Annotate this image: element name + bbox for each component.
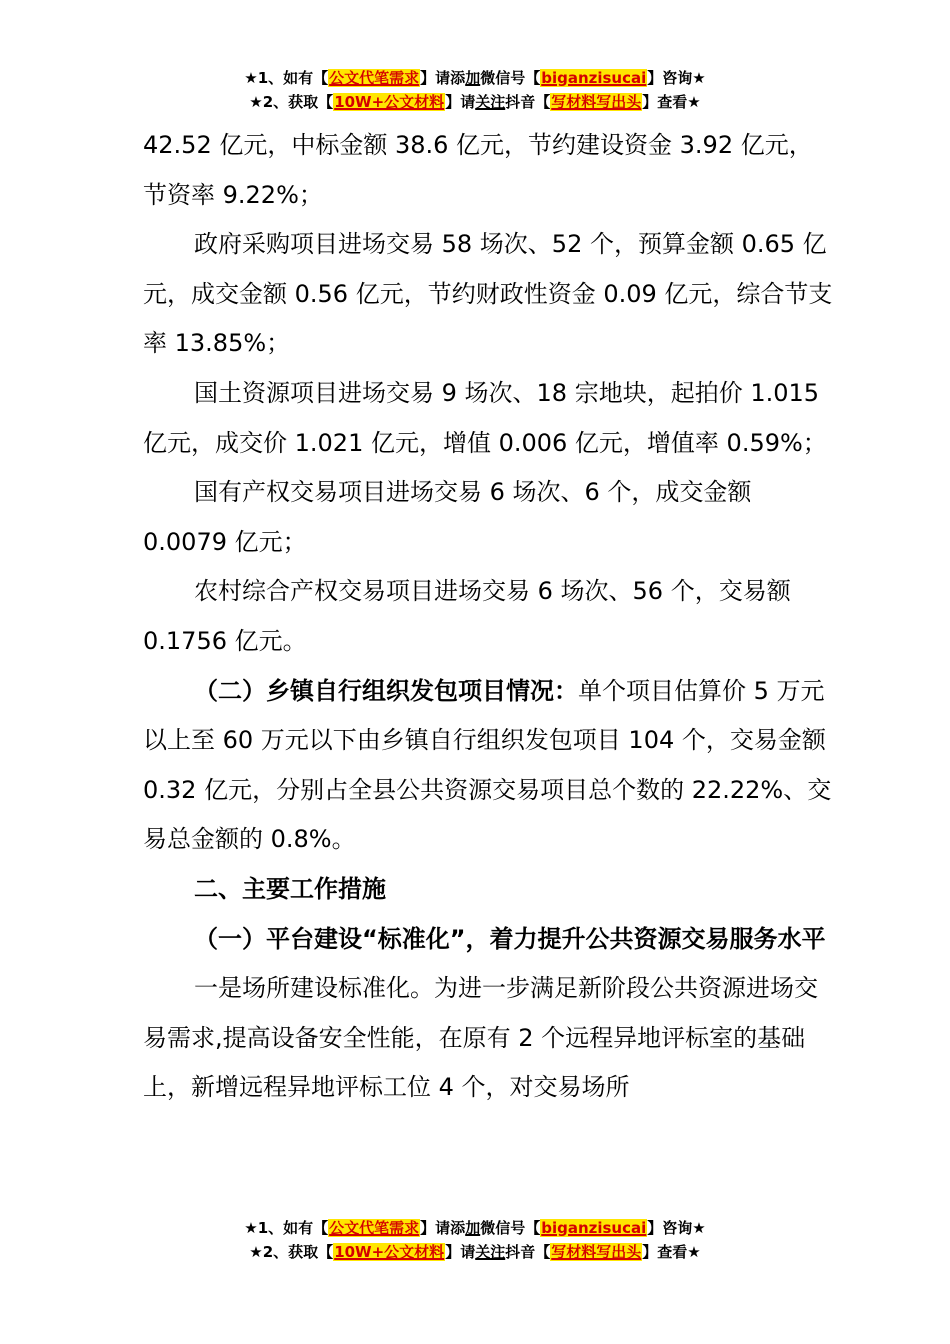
document-body [143, 121, 833, 1113]
highlight-materials: 10W+公文材料 [334, 1243, 445, 1261]
footer-banner [0, 1216, 950, 1264]
banner-line-1: ★1、如有【公文代笔需求】请添加微信号【biganzisucai】咨询★ [244, 69, 706, 87]
highlight-wechat-id: biganzisucai [541, 69, 647, 87]
highlight-douyin: 写材料写出头 [551, 93, 642, 111]
subheading-platform-standardization: （一）平台建设“标准化”，着力提升公共资源交易服务水平 [194, 924, 826, 953]
banner-line-2: ★2、获取【10W+公文材料】请关注抖音【写材料写出头】查看★ [249, 1243, 701, 1261]
banner-line-1: ★1、如有【公文代笔需求】请添加微信号【biganzisucai】咨询★ [244, 1219, 706, 1237]
highlight-wechat-id: biganzisucai [541, 1219, 647, 1237]
paragraph-bidding-continued: 42.52 亿元，中标金额 38.6 亿元，节约建设资金 3.92 亿元，节资率 9.22%； [143, 131, 813, 209]
paragraph-rural-property: 农村综合产权交易项目进场交易 6 场次、56 个，交易额 0.1756 亿元。 [143, 577, 791, 655]
highlight-service: 公文代笔需求 [329, 1219, 420, 1237]
paragraph-government-procurement: 政府采购项目进场交易 58 场次、52 个，预算金额 0.65 亿元，成交金额 0.56 亿元，节约财政性资金 0.09 亿元，综合节支率 13.85%； [143, 230, 833, 358]
highlight-materials: 10W+公文材料 [334, 93, 445, 111]
paragraph-township-projects: （二）乡镇自行组织发包项目情况：单个项目估算价 5 万元以上至 60 万元以下由乡镇自行组织发包项目 104 个，交易金额 0.32 亿元，分别占全县公共资源交易项目总个数的 22.22%、交易总金额的 0.8%。 [143, 676, 832, 854]
paragraph-state-property: 国有产权交易项目进场交易 6 场次、6 个，成交金额 0.0079 亿元； [143, 478, 752, 556]
paragraph-venue-standardization: 一是场所建设标准化。为进一步满足新阶段公共资源进场交易需求,提高设备安全性能，在原有 2 个远程异地评标室的基础上，新增远程异地评标工位 4 个，对交易场所 [143, 974, 818, 1102]
highlight-service: 公文代笔需求 [329, 69, 420, 87]
header-banner [0, 66, 950, 114]
highlight-douyin: 写材料写出头 [551, 1243, 642, 1261]
paragraph-land-resources: 国土资源项目进场交易 9 场次、18 宗地块，起拍价 1.015 亿元，成交价 1.021 亿元，增值 0.006 亿元，增值率 0.59%； [143, 378, 827, 457]
banner-line-2: ★2、获取【10W+公文材料】请关注抖音【写材料写出头】查看★ [249, 93, 701, 111]
section-heading-measures: 二、主要工作措施 [194, 874, 386, 903]
subheading-township-projects: （二）乡镇自行组织发包项目情况： [194, 676, 578, 705]
